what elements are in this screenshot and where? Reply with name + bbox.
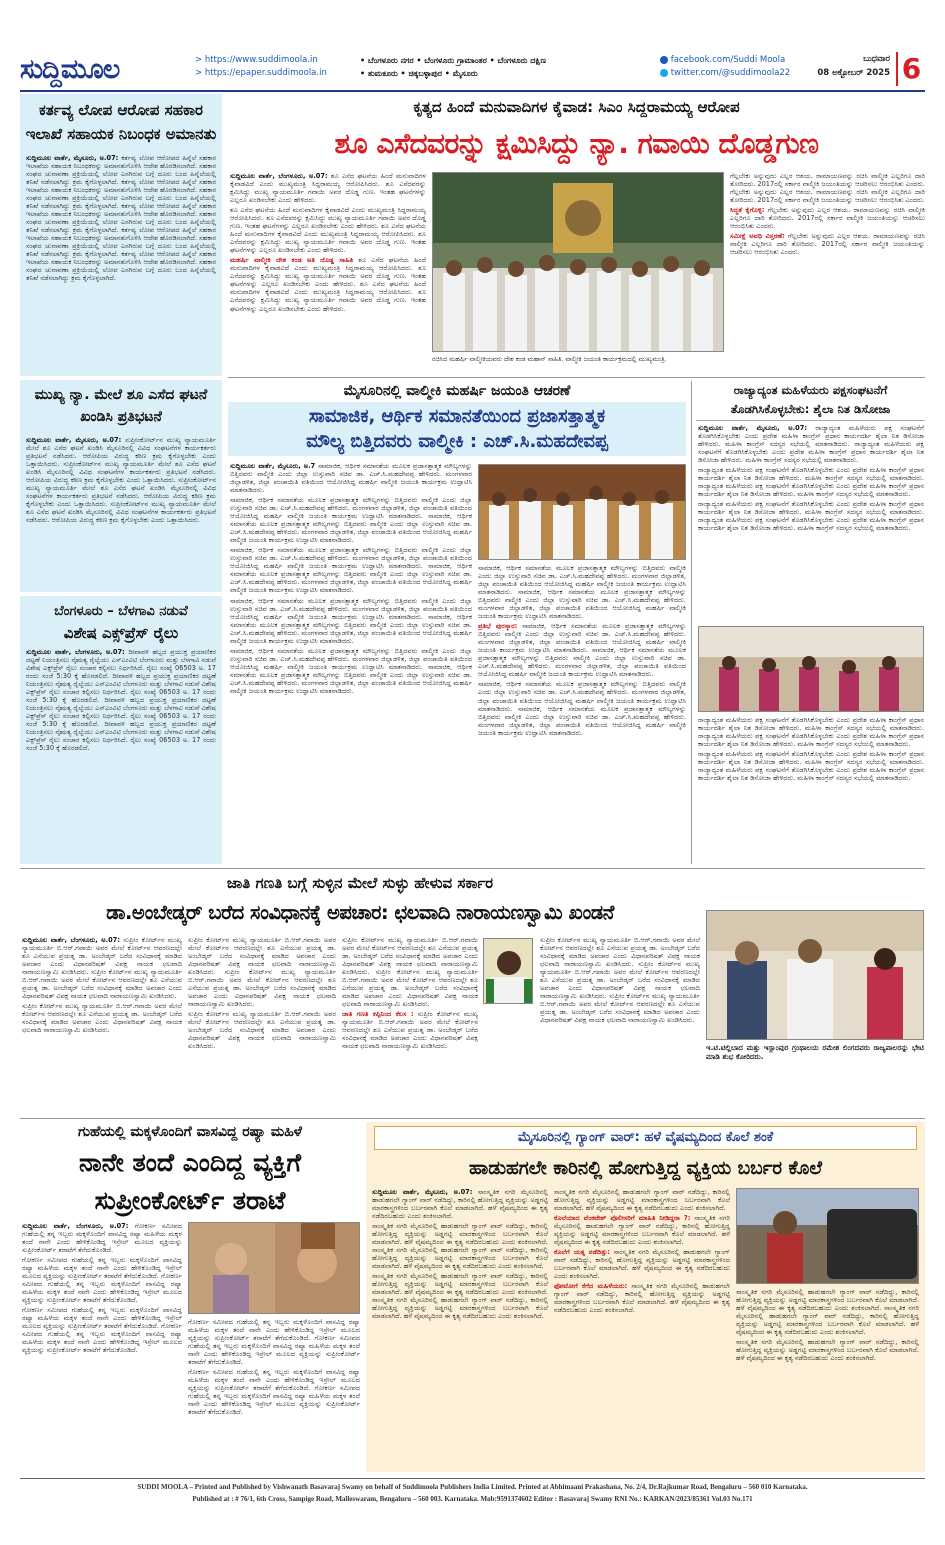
body: ಗೆಲ್ಲಬೇಕು ಅನ್ನುವುದು ಎಲ್ಲರ ಆಶಯ. ರಾಮಾಯಣವನ್ನು ರಚಿಸಿ ವಾಲ್ಮೀಕಿ ಎಲ್ಲರಿಗೂ ದಾರಿ ತೋರಿದರು. 2017ರಲ್ಲಿ ಸರ್ಕಾರ ವಾಲ್ಮೀಕಿ ಜಯಂತಿಯನ್ನು ಆಚರಿಸಲು ಆರಂಭಿಸಿತು ಎಂದರು. [730,188,925,205]
masthead [20,52,925,88]
body: ರಾಜ್ಯಾದ್ಯಂತ ಮಹಿಳೆಯರು ಪಕ್ಷ ಸಂಘಟನೆಗೆ ತೊಡಗಿಸಿಕೊಳ್ಳಬೇಕು ಎಂದು ಪ್ರದೇಶ ಮಹಿಳಾ ಕಾಂಗ್ರೆಸ್ ಪ್ರಧಾನ ಕಾರ್ಯದರ್ಶಿ ಶೈಲಾ ನಿತ ಡಿಸೋಜಾ ಹೇಳಿದರು. ಮಹಿಳಾ ಕಾಂಗ್ರೆಸ್ ಸದಸ್ಯರ ಸಭೆಯಲ್ಲಿ ಮಾತನಾಡಿದರು. [698,716,924,733]
body: ಗೆಲ್ಲಬೇಕು ಅನ್ನುವುದು ಎಲ್ಲರ ಆಶಯ. ರಾಮಾಯಣವನ್ನು ರಚಿಸಿ ವಾಲ್ಮೀಕಿ ಎಲ್ಲರಿಗೂ ದಾರಿ ತೋರಿದರು. 2017ರಲ್ಲಿ ಸರ್ಕಾರ ವಾಲ್ಮೀಕಿ ಜಯಂತಿಯನ್ನು ಆಚರಿಸಲು ಆರಂಭಿಸಿತು ಎಂದರು. [730,232,925,257]
cave-family-photo [188,1222,360,1314]
narayanaswamy-photo [483,938,533,1004]
gang-col-2 [554,1188,730,1468]
epaper-link[interactable]: https://epaper.suddimoola.in [204,68,327,78]
body: ಕರ್ತವ್ಯ ಲೋಪ ಆರೋಪದ ಹಿನ್ನೆಲೆ ಸಹಕಾರ ಇಲಾಖೆಯ ಸಹಾಯಕ ನಿಬಂಧಕರನ್ನು ಅಮಾನತುಗೊಳಿಸಿ ಆದೇಶ ಹೊರಡಿಸಲಾಗಿದೆ. ಸಹಕಾರ ಸಂಘದ ಚುನಾವಣಾ ಪ್ರಕ್ರಿಯೆಯಲ್ಲಿ ಲೋಪ ಎಸಗಿರುವ ಬಗ್ಗೆ ದೂರು ಬಂದ ಹಿನ್ನೆಲೆಯಲ್ಲಿ ತನಿಖೆ ನಡೆಸಲಾಗಿದ್ದು ಕ್ರಮ ಕೈಗೊಳ್ಳಲಾಗಿದೆ. [26,250,216,283]
right-col-body-2 [698,716,924,862]
body: ಸಾಮಾಜಿಕ, ಆರ್ಥಿಕ ಸಮಾನತೆಯ ಮೂಲಕ ಪ್ರಜಾಸತ್ತಾತ್ಮಕ ಮೌಲ್ಯಗಳನ್ನು ಬಿತ್ತಿದವರು ವಾಲ್ಮೀಕಿ ಎಂದು ಜಿಲ್ಲಾ ಉಸ್ತುವಾರಿ ಸಚಿವ ಡಾ. ಎಚ್.ಸಿ.ಮಹದೇವಪ್ಪ ಹೇಳಿದರು. ಮಂಗಳವಾರ ಜಿಲ್ಲಾಡಳಿತ, ಜಿಲ್ಲಾ ಪಂಚಾಯಿತಿ ವತಿಯಿಂದ ಆಯೋಜಿಸಿದ್ದ ಮಹರ್ಷಿ ವಾಲ್ಮೀಕಿ ಜಯಂತಿ ಕಾರ್ಯಕ್ರಮ ಉದ್ಘಾಟಿಸಿ ಮಾತನಾಡಿದರು. [230,512,472,545]
body: ಸುಪ್ರೀಂ ಕೋರ್ಟ್‌ನ ಮುಖ್ಯ ನ್ಯಾಯಮೂರ್ತಿ ಬಿ.ಆರ್.ಗವಾಯಿ ಅವರ ಮೇಲೆ ಕೋರ್ಟ್‌ನ ಆವರಣದಲ್ಲೇ ಶೂ ಎಸೆಯುವ ಪ್ರಯತ್ನ ಡಾ. ಅಂಬೇಡ್ಕರ್ ಬರೆದ ಸಂವಿಧಾನಕ್ಕೆ ಮಾಡಿದ ಅಪಚಾರ ಎಂದು ವಿಧಾನಪರಿಷತ್ ವಿಪಕ್ಷ ನಾಯಕ ಛಲವಾದಿ ನಾರಾಯಣಸ್ವಾಮಿ ಖಂಡಿಸಿದರು. [188,1010,336,1051]
logo: ಸುದ್ದಿಮೂಲ [20,54,120,85]
gang-headline: ಹಾಡುಹಗಲೇ ಕಾರಿನಲ್ಲಿ ಹೋಗುತ್ತಿದ್ದ ವ್ಯಕ್ತಿಯ ಬರ್ಬರ ಕೊಲೆ [468,1158,823,1179]
photo-caption: ರಚಿಸಿದ ಮಹರ್ಷಿ ವಾಲ್ಮೀಕಿಯವರು ದೇಶ ಕಂಡ ಮಹಾನ್ ಸಾಹಿತಿ. ವಾಲ್ಮೀಕಿ ಜಯಂತಿ ಕಾರ್ಯಕ್ರಮದಲ್ಲಿ ಮುಖ್ಯಮಂತ್ರಿ. [432,356,667,363]
byline: ಸುದ್ದಿಮೂಲ ವಾರ್ತೆ, ಮೈಸೂರು, ಅ.7 [230,462,316,470]
body: ಸಾಮಾಜಿಕ, ಆರ್ಥಿಕ ಸಮಾನತೆಯ ಮೂಲಕ ಪ್ರಜಾಸತ್ತಾತ್ಮಕ ಮೌಲ್ಯಗಳನ್ನು ಬಿತ್ತಿದವರು ವಾಲ್ಮೀಕಿ ಎಂದು ಜಿಲ್ಲಾ ಉಸ್ತುವಾರಿ ಸಚಿವ ಡಾ. ಎಚ್.ಸಿ.ಮಹದೇವಪ್ಪ ಹೇಳಿದರು. ಮಂಗಳವಾರ ಜಿಲ್ಲಾಡಳಿತ, ಜಿಲ್ಲಾ ಪಂಚಾಯಿತಿ ವತಿಯಿಂದ ಆಯೋಜಿಸಿದ್ದ ಮಹರ್ಷಿ ವಾಲ್ಮೀಕಿ ಜಯಂತಿ ಕಾರ್ಯಕ್ರಮ ಉದ್ಘಾಟಿಸಿ ಮಾತನಾಡಿದರು. [478,564,686,597]
subhead: ಕೊಲೆಗೆ ಯತ್ನ ನಡೆದಿತ್ತು: [554,1248,610,1257]
photo-graphic [699,627,924,712]
gang-col-1 [372,1188,548,1468]
masthead-rule [20,90,925,92]
body: ಗೋಕರ್ಣ ಸಮೀಪದ ಗುಹೆಯಲ್ಲಿ ತನ್ನ ಇಬ್ಬರು ಮಕ್ಕಳೊಂದಿಗೆ ವಾಸವಿದ್ದ ರಷ್ಯಾ ಮಹಿಳೆಯ ಮಕ್ಕಳ ತಂದೆ ನಾನೇ ಎಂದು ಹೇಳಿಕೊಂಡಿದ್ದ ಇಸ್ರೇಲ್ ಮೂಲದ ವ್ಯಕ್ತಿಯನ್ನು ಸುಪ್ರೀಂಕೋರ್ಟ್ ತರಾಟೆಗೆ ತೆಗೆದುಕೊಂಡಿದೆ. [22,1272,182,1305]
top-col-3 [730,172,925,372]
column-divider [691,381,692,864]
body: ಸಾಮಾಜಿಕ, ಆರ್ಥಿಕ ಸಮಾನತೆಯ ಮೂಲಕ ಪ್ರಜಾಸತ್ತಾತ್ಮಕ ಮೌಲ್ಯಗಳನ್ನು ಬಿತ್ತಿದವರು ವಾಲ್ಮೀಕಿ ಎಂದು ಜಿಲ್ಲಾ ಉಸ್ತುವಾರಿ ಸಚಿವ ಡಾ. ಎಚ್.ಸಿ.ಮಹದೇವಪ್ಪ ಹೇಳಿದರು. ಮಂಗಳವಾರ ಜಿಲ್ಲಾಡಳಿತ, ಜಿಲ್ಲಾ ಪಂಚಾಯಿತಿ ವತಿಯಿಂದ ಆಯೋಜಿಸಿದ್ದ ಮಹರ್ಷಿ ವಾಲ್ಮೀಕಿ ಜಯಂತಿ ಕಾರ್ಯಕ್ರಮ ಉದ್ಘಾಟಿಸಿ ಮಾತನಾಡಿದರು. [230,646,472,671]
facebook-link[interactable]: facebook.com/Suddi Moola [670,55,786,65]
body: ದೀಪಾವಳಿ ಹಬ್ಬದ ಪ್ರಯುಕ್ತ ಪ್ರಯಾಣಿಕರ ದಟ್ಟಣೆ ನಿಯಂತ್ರಿಸಲು ನೈಋತ್ಯ ರೈಲ್ವೆಯು ಎಸ್‌ಎಂವಿಟಿ ಬೆಂಗಳೂರು ಮತ್ತು ಬೆಳಗಾವಿ ನಡುವೆ ವಿಶೇಷ ಎಕ್ಸ್‌ಪ್ರೆಸ್ ರೈಲು ಸಂಚಾರ ಕಲ್ಪಿಸಲು ನಿರ್ಧರಿಸಿದೆ. ರೈಲು ಸಂಖ್ಯೆ 06503 ಅ. 17 ರಂದು ಸಂಜೆ 5:30 ಕ್ಕೆ ಹೊರಡಲಿದೆ. [26,672,216,705]
body: ರಾಜ್ಯಾದ್ಯಂತ ಮಹಿಳೆಯರು ಪಕ್ಷ ಸಂಘಟನೆಗೆ ತೊಡಗಿಸಿಕೊಳ್ಳಬೇಕು ಎಂದು ಪ್ರದೇಶ ಮಹಿಳಾ ಕಾಂಗ್ರೆಸ್ ಪ್ರಧಾನ ಕಾರ್ಯದರ್ಶಿ ಶೈಲಾ ನಿತ ಡಿಸೋಜಾ ಹೇಳಿದರು. ಮಹಿಳಾ ಕಾಂಗ್ರೆಸ್ ಸದಸ್ಯರ ಸಭೆಯಲ್ಲಿ ಮಾತನಾಡಿದರು. [698,424,924,449]
date-block: ಬುಧವಾರ 08 ಅಕ್ಟೋಬರ್ 2025 [817,54,890,78]
governor-caption: ಇ.ಟಿ.ಟಿಲ್ಲಿಬಾದ ಮತ್ತು ಇಸ್ಲಾಂಪುರ ಗ್ರಂಥಾಲಯ ರಮೇಶ ಲಿಂಗದವರು ರಾಜ್ಯಪಾಲರನ್ನು ಭೇಟಿ ಮಾಡಿ ಶುಭ ಕೋರಿದರು. [706,1044,924,1061]
twitter-icon [660,69,668,77]
body: ಸಾಂಸ್ಕೃತಿಕ ನಗರಿ ಮೈಸೂರಿನಲ್ಲಿ ಹಾಡುಹಗಲೇ ಗ್ಯಾಂಗ್ ವಾರ್ ನಡೆದಿದ್ದು, ಕಾರಿನಲ್ಲಿ ಹೋಗುತ್ತಿದ್ದ ವ್ಯಕ್ತಿಯನ್ನು ಅಡ್ಡಗಟ್ಟಿ ಮಾರಕಾಸ್ತ್ರಗಳಿಂದ ಬರ್ಬರವಾಗಿ ಕೊಲೆ ಮಾಡಲಾಗಿದೆ. ಹಳೆ ವೈಷಮ್ಯದಿಂದ ಈ ಕೃತ್ಯ ನಡೆದಿರಬಹುದು ಎಂದು ಶಂಕಿಸಲಾಗಿದೆ. [736,1288,919,1313]
left-story-2 [20,380,222,592]
subhead: ಜಾತಿ ಗಣತಿ ಕಪ್ಪಿನಿಂದ ಕೆಲಸ : [342,1010,414,1019]
byline: ಸುದ್ದಿಮೂಲ ವಾರ್ತೆ, ಮೈಸೂರು, ಅ.07: [26,436,122,444]
right-kicker: ರಾಜ್ಯಾದ್ಯಂತ ಮಹಿಳೆಯರು ಪಕ್ಷಸಂಘಟನೆಗೆ [733,383,888,397]
body: ರಾಜ್ಯಾದ್ಯಂತ ಮಹಿಳೆಯರು ಪಕ್ಷ ಸಂಘಟನೆಗೆ ತೊಡಗಿಸಿಕೊಳ್ಳಬೇಕು ಎಂದು ಪ್ರದೇಶ ಮಹಿಳಾ ಕಾಂಗ್ರೆಸ್ ಪ್ರಧಾನ ಕಾರ್ಯದರ್ಶಿ ಶೈಲಾ ನಿತ ಡಿಸೋಜಾ ಹೇಳಿದರು. ಮಹಿಳಾ ಕಾಂಗ್ರೆಸ್ ಸದಸ್ಯರ ಸಭೆಯಲ್ಲಿ ಮಾತನಾಡಿದರು. [698,482,924,499]
headline-1: ಬೆಂಗಳೂರು – ಬೆಳಗಾವಿ ನಡುವೆ [54,604,188,619]
top-kicker: ಕೃತ್ಯದ ಹಿಂದೆ ಮನುವಾದಿಗಳ ಕೈವಾಡ: ಸಿಎಂ ಸಿದ್ದರಾಮಯ್ಯ ಆರೋಪ [413,98,740,116]
body: ಗೆಲ್ಲಬೇಕು ಅನ್ನುವುದು ಎಲ್ಲರ ಆಶಯ. ರಾಮಾಯಣವನ್ನು ರಚಿಸಿ ವಾಲ್ಮೀಕಿ ಎಲ್ಲರಿಗೂ ದಾರಿ ತೋರಿದರು. 2017ರಲ್ಲಿ ಸರ್ಕಾರ ವಾಲ್ಮೀಕಿ ಜಯಂತಿಯನ್ನು ಆಚರಿಸಲು ಆರಂಭಿಸಿತು ಎಂದರು. [730,172,925,189]
left-story-1 [20,94,222,376]
editions: • ಬೆಂಗಳೂರು ನಗರ • ಬೆಂಗಳೂರು ಗ್ರಾಮಾಂತರ • ಬೆಂಗಳೂರು ದಕ್ಷಿಣ • ತುಮಕೂರು • ಚಿಕ್ಕಬಳ್ಳಾಪುರ • ಮೈಸೂರು [360,56,547,78]
valmiki-kicker: ಮೈಸೂರಿನಲ್ಲಿ ವಾಲ್ಮೀಕಿ ಮಹರ್ಷಿ ಜಯಂತಿ ಆಚರಣೆ [343,383,571,399]
body: ಸುಪ್ರೀಂ ಕೋರ್ಟ್‌ನ ಮುಖ್ಯ ನ್ಯಾಯಮೂರ್ತಿ ಬಿ.ಆರ್.ಗವಾಯಿ ಅವರ ಮೇಲೆ ಕೋರ್ಟ್‌ನ ಆವರಣದಲ್ಲೇ ಶೂ ಎಸೆಯುವ ಪ್ರಯತ್ನ ಡಾ. ಅಂಬೇಡ್ಕರ್ ಬರೆದ ಸಂವಿಧಾನಕ್ಕೆ ಮಾಡಿದ ಅಪಚಾರ ಎಂದು ವಿಧಾನಪರಿಷತ್ ವಿಪಕ್ಷ ನಾಯಕ ಛಲವಾದಿ ನಾರಾಯಣಸ್ವಾಮಿ ಖಂಡಿಸಿದರು. [540,960,700,1001]
left-story-3 [20,596,222,864]
body: ಸುಪ್ರೀಂ ಕೋರ್ಟ್‌ನ ಮುಖ್ಯ ನ್ಯಾಯಮೂರ್ತಿ ಬಿ.ಆರ್.ಗವಾಯಿ ಅವರ ಮೇಲೆ ಕೋರ್ಟ್‌ನ ಆವರಣದಲ್ಲೇ ಶೂ ಎಸೆಯುವ ಪ್ರಯತ್ನ ಡಾ. ಅಂಬೇಡ್ಕರ್ ಬರೆದ ಸಂವಿಧಾನಕ್ಕೆ ಮಾಡಿದ ಅಪಚಾರ ಎಂದು ವಿಧಾನಪರಿಷತ್ ವಿಪಕ್ಷ ನಾಯಕ ಛಲವಾದಿ ನಾರಾಯಣಸ್ವಾಮಿ ಖಂಡಿಸಿದರು. [22,968,182,1001]
valmiki-headline: ಸಾಮಾಜಿಕ, ಆರ್ಥಿಕ ಸಮಾನತೆಯಿಂದ ಪ್ರಜಾಸತ್ತಾತ್ಮಕ ಮೌಲ್ಯ ಬಿತ್ತಿದವರು ವಾಲ್ಮೀಕಿ : ಎಚ್.ಸಿ.ಮಹದೇವಪ್ಪ [228,402,686,456]
divider [20,1118,925,1119]
cave-headline-1: ನಾನೇ ತಂದೆ ಎಂದಿದ್ದ ವ್ಯಕ್ತಿಗೆ [79,1148,301,1177]
valmiki-event-photo [478,464,686,560]
photo-graphic [737,1189,919,1284]
body: ಸುಪ್ರೀಂ ಕೋರ್ಟ್‌ನ ಮುಖ್ಯ ನ್ಯಾಯಮೂರ್ತಿ ಬಿ.ಆರ್.ಗವಾಯಿ ಅವರ ಮೇಲೆ ಕೋರ್ಟ್‌ನ ಆವರಣದಲ್ಲೇ ಶೂ ಎಸೆಯುವ ಪ್ರಯತ್ನ ಡಾ. ಅಂಬೇಡ್ಕರ್ ಬರೆದ ಸಂವಿಧಾನಕ್ಕೆ ಮಾಡಿದ ಅಪಚಾರ ಎಂದು ವಿಧಾನಪರಿಷತ್ ವಿಪಕ್ಷ ನಾಯಕ ಛಲವಾದಿ ನಾರಾಯಣಸ್ವಾಮಿ ಖಂಡಿಸಿದರು. [342,968,478,1009]
photo-graphic [433,173,724,352]
gang-story [366,1122,925,1472]
body: ಸುಪ್ರೀಂ ಕೋರ್ಟ್‌ನ ಮುಖ್ಯ ನ್ಯಾಯಮೂರ್ತಿ ಬಿ.ಆರ್.ಗವಾಯಿ ಅವರ ಮೇಲೆ ಕೋರ್ಟ್‌ನ ಆವರಣದಲ್ಲೇ ಶೂ ಎಸೆಯುವ ಪ್ರಯತ್ನ ಡಾ. ಅಂಬೇಡ್ಕರ್ ಬರೆದ ಸಂವಿಧಾನಕ್ಕೆ ಮಾಡಿದ ಅಪಚಾರ ಎಂದು ವಿಧಾನಪರಿಷತ್ ವಿಪಕ್ಷ ನಾಯಕ ಛಲವಾದಿ ನಾರಾಯಣಸ್ವಾಮಿ ಖಂಡಿಸಿದರು. [22,936,182,977]
body: ಸುಪ್ರೀಂ ಕೋರ್ಟ್‌ನ ಮುಖ್ಯ ನ್ಯಾಯಮೂರ್ತಿ ಬಿ.ಆರ್.ಗವಾಯಿ ಅವರ ಮೇಲೆ ಕೋರ್ಟ್‌ನ ಆವರಣದಲ್ಲೇ ಶೂ ಎಸೆಯುವ ಪ್ರಯತ್ನ ಡಾ. ಅಂಬೇಡ್ಕರ್ ಬರೆದ ಸಂವಿಧಾನಕ್ಕೆ ಮಾಡಿದ ಅಪಚಾರ ಎಂದು ವಿಧಾನಪರಿಷತ್ ವಿಪಕ್ಷ ನಾಯಕ ಛಲವಾದಿ ನಾರಾಯಣಸ್ವಾಮಿ ಖಂಡಿಸಿದರು. [22,1002,182,1035]
body: ಶೂ ಎಸೆದ ಘಟನೆಯ ಹಿಂದೆ ಮನುವಾದಿಗಳ ಕೈವಾಡವಿದೆ ಎಂದು ಮುಖ್ಯಮಂತ್ರಿ ಸಿದ್ದರಾಮಯ್ಯ ಆರೋಪಿಸಿದರು. ಶೂ ಎಸೆದವರನ್ನು ಕ್ಷಮಿಸಿದ್ದು ಮುಖ್ಯ ನ್ಯಾಯಮೂರ್ತಿ ಗವಾಯಿ ಅವರ ದೊಡ್ಡ ಗುಣ. ಇಂತಹ ಘಟನೆಗಳನ್ನು ಎಲ್ಲರೂ ಖಂಡಿಸಬೇಕು ಎಂದು ಹೇಳಿದರು. [230,280,426,313]
ambedkar-col-1 [22,936,182,1112]
body: ಸುಪ್ರೀಂ ಕೋರ್ಟ್‌ನ ಮುಖ್ಯ ನ್ಯಾಯಮೂರ್ತಿ ಬಿ.ಆರ್.ಗವಾಯಿ ಅವರ ಮೇಲೆ ಕೋರ್ಟ್‌ನ ಆವರಣದಲ್ಲೇ ಶೂ ಎಸೆಯುವ ಪ್ರಯತ್ನ ಡಾ. ಅಂಬೇಡ್ಕರ್ ಬರೆದ ಸಂವಿಧಾನಕ್ಕೆ ಮಾಡಿದ ಅಪಚಾರ ಎಂದು ವಿಧಾನಪರಿಷತ್ ವಿಪಕ್ಷ ನಾಯಕ ಛಲವಾದಿ ನಾರಾಯಣಸ್ವಾಮಿ ಖಂಡಿಸಿದರು. [188,968,336,1009]
subhead: ಸಮೀಕ್ಷೆ ಅವಧಿ ವಿಸ್ತರಣೆ: [730,232,785,241]
women-meeting-photo [698,626,924,712]
body: ದೀಪಾವಳಿ ಹಬ್ಬದ ಪ್ರಯುಕ್ತ ಪ್ರಯಾಣಿಕರ ದಟ್ಟಣೆ ನಿಯಂತ್ರಿಸಲು ನೈಋತ್ಯ ರೈಲ್ವೆಯು ಎಸ್‌ಎಂವಿಟಿ ಬೆಂಗಳೂರು ಮತ್ತು ಬೆಳಗಾವಿ ನಡುವೆ ವಿಶೇಷ ಎಕ್ಸ್‌ಪ್ರೆಸ್ ರೈಲು ಸಂಚಾರ ಕಲ್ಪಿಸಲು ನಿರ್ಧರಿಸಿದೆ. ರೈಲು ಸಂಖ್ಯೆ 06503 ಅ. 17 ರಂದು ಸಂಜೆ 5:30 ಕ್ಕೆ ಹೊರಡಲಿದೆ. [26,696,216,729]
body: ಸಾಮಾಜಿಕ, ಆರ್ಥಿಕ ಸಮಾನತೆಯ ಮೂಲಕ ಪ್ರಜಾಸತ್ತಾತ್ಮಕ ಮೌಲ್ಯಗಳನ್ನು ಬಿತ್ತಿದವರು ವಾಲ್ಮೀಕಿ ಎಂದು ಜಿಲ್ಲಾ ಉಸ್ತುವಾರಿ ಸಚಿವ ಡಾ. ಎಚ್.ಸಿ.ಮಹದೇವಪ್ಪ ಹೇಳಿದರು. ಮಂಗಳವಾರ ಜಿಲ್ಲಾಡಳಿತ, ಜಿಲ್ಲಾ ಪಂಚಾಯಿತಿ ವತಿಯಿಂದ ಆಯೋಜಿಸಿದ್ದ ಮಹರ್ಷಿ ವಾಲ್ಮೀಕಿ ಜಯಂತಿ ಕಾರ್ಯಕ್ರಮ ಉದ್ಘಾಟಿಸಿ ಮಾತನಾಡಿದರು. [230,662,472,695]
twitter-link[interactable]: twitter.com/@suddimoola22 [670,68,791,78]
body: ದೀಪಾವಳಿ ಹಬ್ಬದ ಪ್ರಯುಕ್ತ ಪ್ರಯಾಣಿಕರ ದಟ್ಟಣೆ ನಿಯಂತ್ರಿಸಲು ನೈಋತ್ಯ ರೈಲ್ವೆಯು ಎಸ್‌ಎಂವಿಟಿ ಬೆಂಗಳೂರು ಮತ್ತು ಬೆಳಗಾವಿ ನಡುವೆ ವಿಶೇಷ ಎಕ್ಸ್‌ಪ್ರೆಸ್ ರೈಲು ಸಂಚಾರ ಕಲ್ಪಿಸಲು ನಿರ್ಧರಿಸಿದೆ. ರೈಲು ಸಂಖ್ಯೆ 06503 ಅ. 17 ರಂದು ಸಂಜೆ 5:30 ಕ್ಕೆ ಹೊರಡಲಿದೆ. [26,648,216,681]
social [660,54,790,80]
gang-col-3 [736,1288,919,1468]
body: ಸಾಮಾಜಿಕ, ಆರ್ಥಿಕ ಸಮಾನತೆಯ ಮೂಲಕ ಪ್ರಜಾಸತ್ತಾತ್ಮಕ ಮೌಲ್ಯಗಳನ್ನು ಬಿತ್ತಿದವರು ವಾಲ್ಮೀಕಿ ಎಂದು ಜಿಲ್ಲಾ ಉಸ್ತುವಾರಿ ಸಚಿವ ಡಾ. ಎಚ್.ಸಿ.ಮಹದೇವಪ್ಪ ಹೇಳಿದರು. ಮಂಗಳವಾರ ಜಿಲ್ಲಾಡಳಿತ, ಜಿಲ್ಲಾ ಪಂಚಾಯಿತಿ ವತಿಯಿಂದ ಆಯೋಜಿಸಿದ್ದ ಮಹರ್ಷಿ ವಾಲ್ಮೀಕಿ ಜಯಂತಿ ಕಾರ್ಯಕ್ರಮ ಉದ್ಘಾಟಿಸಿ ಮಾತನಾಡಿದರು. [478,622,686,655]
body: ಗೋಕರ್ಣ ಸಮೀಪದ ಗುಹೆಯಲ್ಲಿ ತನ್ನ ಇಬ್ಬರು ಮಕ್ಕಳೊಂದಿಗೆ ವಾಸವಿದ್ದ ರಷ್ಯಾ ಮಹಿಳೆಯ ಮಕ್ಕಳ ತಂದೆ ನಾನೇ ಎಂದು ಹೇಳಿಕೊಂಡಿದ್ದ ಇಸ್ರೇಲ್ ಮೂಲದ ವ್ಯಕ್ತಿಯನ್ನು ಸುಪ್ರೀಂಕೋರ್ಟ್ ತರಾಟೆಗೆ ತೆಗೆದುಕೊಂಡಿದೆ. [188,1368,360,1393]
website-link[interactable]: https://www.suddimoola.in [204,55,318,65]
valmiki-col-2 [478,564,686,862]
body: ಸಾಂಸ್ಕೃತಿಕ ನಗರಿ ಮೈಸೂರಿನಲ್ಲಿ ಹಾಡುಹಗಲೇ ಗ್ಯಾಂಗ್ ವಾರ್ ನಡೆದಿದ್ದು, ಕಾರಿನಲ್ಲಿ ಹೋಗುತ್ತಿದ್ದ ವ್ಯಕ್ತಿಯನ್ನು ಅಡ್ಡಗಟ್ಟಿ ಮಾರಕಾಸ್ತ್ರಗಳಿಂದ ಬರ್ಬರವಾಗಿ ಕೊಲೆ ಮಾಡಲಾಗಿದೆ. ಹಳೆ ವೈಷಮ್ಯದಿಂದ ಈ ಕೃತ್ಯ ನಡೆದಿರಬಹುದು ಎಂದು ಶಂಕಿಸಲಾಗಿದೆ. [372,1246,548,1271]
imprint-line-2: Published at : # 76/1, 6th Cross, Sampige Road, Malleswaram, Bengaluru – 560 003. Karnataka. Mob:9591374602 Editor : Basavaraj Swamy RNI No.: KARKAN/2023/85361 Vol.03 No.171 [192,1495,753,1503]
headline: ಕರ್ತವ್ಯ ಲೋಪ ಆರೋಪ ಸಹಕಾರ ಇಲಾಖೆ ಸಹಾಯಕ ನಿಬಂಧಕ ಅಮಾನತು [25,101,217,143]
body: ಸಾಂಸ್ಕೃತಿಕ ನಗರಿ ಮೈಸೂರಿನಲ್ಲಿ ಹಾಡುಹಗಲೇ ಗ್ಯಾಂಗ್ ವಾರ್ ನಡೆದಿದ್ದು, ಕಾರಿನಲ್ಲಿ ಹೋಗುತ್ತಿದ್ದ ವ್ಯಕ್ತಿಯನ್ನು ಅಡ್ಡಗಟ್ಟಿ ಮಾರಕಾಸ್ತ್ರಗಳಿಂದ ಬರ್ಬರವಾಗಿ ಕೊಲೆ ಮಾಡಲಾಗಿದೆ. ಹಳೆ ವೈಷಮ್ಯದಿಂದ ಈ ಕೃತ್ಯ ನಡೆದಿರಬಹುದು ಎಂದು ಶಂಕಿಸಲಾಗಿದೆ. [554,1282,730,1315]
body: ಗೋಕರ್ಣ ಸಮೀಪದ ಗುಹೆಯಲ್ಲಿ ತನ್ನ ಇಬ್ಬರು ಮಕ್ಕಳೊಂದಿಗೆ ವಾಸವಿದ್ದ ರಷ್ಯಾ ಮಹಿಳೆಯ ಮಕ್ಕಳ ತಂದೆ ನಾನೇ ಎಂದು ಹೇಳಿಕೊಂಡಿದ್ದ ಇಸ್ರೇಲ್ ಮೂಲದ ವ್ಯಕ್ತಿಯನ್ನು ಸುಪ್ರೀಂಕೋರ್ಟ್ ತರಾಟೆಗೆ ತೆಗೆದುಕೊಂಡಿದೆ. [188,1318,360,1343]
photo-graphic [484,939,533,1004]
body: ಗೆಲ್ಲಬೇಕು ಅನ್ನುವುದು ಎಲ್ಲರ ಆಶಯ. ರಾಮಾಯಣವನ್ನು ರಚಿಸಿ ವಾಲ್ಮೀಕಿ ಎಲ್ಲರಿಗೂ ದಾರಿ ತೋರಿದರು. 2017ರಲ್ಲಿ ಸರ್ಕಾರ ವಾಲ್ಮೀಕಿ ಜಯಂತಿಯನ್ನು ಆಚರಿಸಲು ಆರಂಭಿಸಿತು ಎಂದರು. [730,206,925,231]
body: ಕರ್ತವ್ಯ ಲೋಪ ಆರೋಪದ ಹಿನ್ನೆಲೆ ಸಹಕಾರ ಇಲಾಖೆಯ ಸಹಾಯಕ ನಿಬಂಧಕರನ್ನು ಅಮಾನತುಗೊಳಿಸಿ ಆದೇಶ ಹೊರಡಿಸಲಾಗಿದೆ. ಸಹಕಾರ ಸಂಘದ ಚುನಾವಣಾ ಪ್ರಕ್ರಿಯೆಯಲ್ಲಿ ಲೋಪ ಎಸಗಿರುವ ಬಗ್ಗೆ ದೂರು ಬಂದ ಹಿನ್ನೆಲೆಯಲ್ಲಿ ತನಿಖೆ ನಡೆಸಲಾಗಿದ್ದು ಕ್ರಮ ಕೈಗೊಳ್ಳಲಾಗಿದೆ. [26,178,216,211]
body: ಗೋಕರ್ಣ ಸಮೀಪದ ಗುಹೆಯಲ್ಲಿ ತನ್ನ ಇಬ್ಬರು ಮಕ್ಕಳೊಂದಿಗೆ ವಾಸವಿದ್ದ ರಷ್ಯಾ ಮಹಿಳೆಯ ಮಕ್ಕಳ ತಂದೆ ನಾನೇ ಎಂದು ಹೇಳಿಕೊಂಡಿದ್ದ ಇಸ್ರೇಲ್ ಮೂಲದ ವ್ಯಕ್ತಿಯನ್ನು ಸುಪ್ರೀಂಕೋರ್ಟ್ ತರಾಟೆಗೆ ತೆಗೆದುಕೊಂಡಿದೆ. [22,1306,182,1331]
ambedkar-kicker: ಜಾತಿ ಗಣತಿ ಬಗ್ಗೆ ಸುಳ್ಳಿನ ಮೇಲೆ ಸುಳ್ಳು ಹೇಳುವ ಸರ್ಕಾರ [226,874,494,892]
body: ಗೋಕರ್ಣ ಸಮೀಪದ ಗುಹೆಯಲ್ಲಿ ತನ್ನ ಇಬ್ಬರು ಮಕ್ಕಳೊಂದಿಗೆ ವಾಸವಿದ್ದ ರಷ್ಯಾ ಮಹಿಳೆಯ ಮಕ್ಕಳ ತಂದೆ ನಾನೇ ಎಂದು ಹೇಳಿಕೊಂಡಿದ್ದ ಇಸ್ರೇಲ್ ಮೂಲದ ವ್ಯಕ್ತಿಯನ್ನು ಸುಪ್ರೀಂಕೋರ್ಟ್ ತರಾಟೆಗೆ ತೆಗೆದುಕೊಂಡಿದೆ. [188,1384,360,1417]
byline: ಸುದ್ದಿಮೂಲ ವಾರ್ತೆ, ಬೆಂಗಳೂರು, ಅ.07: [26,648,125,656]
body: ರಾಜ್ಯಾದ್ಯಂತ ಮಹಿಳೆಯರು ಪಕ್ಷ ಸಂಘಟನೆಗೆ ತೊಡಗಿಸಿಕೊಳ್ಳಬೇಕು ಎಂದು ಪ್ರದೇಶ ಮಹಿಳಾ ಕಾಂಗ್ರೆಸ್ ಪ್ರಧಾನ ಕಾರ್ಯದರ್ಶಿ ಶೈಲಾ ನಿತ ಡಿಸೋಜಾ ಹೇಳಿದರು. ಮಹಿಳಾ ಕಾಂಗ್ರೆಸ್ ಸದಸ್ಯರ ಸಭೆಯಲ್ಲಿ ಮಾತನಾಡಿದರು. [698,766,924,783]
body: ಕರ್ತವ್ಯ ಲೋಪ ಆರೋಪದ ಹಿನ್ನೆಲೆ ಸಹಕಾರ ಇಲಾಖೆಯ ಸಹಾಯಕ ನಿಬಂಧಕರನ್ನು ಅಮಾನತುಗೊಳಿಸಿ ಆದೇಶ ಹೊರಡಿಸಲಾಗಿದೆ. ಸಹಕಾರ ಸಂಘದ ಚುನಾವಣಾ ಪ್ರಕ್ರಿಯೆಯಲ್ಲಿ ಲೋಪ ಎಸಗಿರುವ ಬಗ್ಗೆ ದೂರು ಬಂದ ಹಿನ್ನೆಲೆಯಲ್ಲಿ ತನಿಖೆ ನಡೆಸಲಾಗಿದ್ದು ಕ್ರಮ ಕೈಗೊಳ್ಳಲಾಗಿದೆ. [26,154,216,187]
cave-col-2 [188,1318,360,1470]
body: ದೀಪಾವಳಿ ಹಬ್ಬದ ಪ್ರಯುಕ್ತ ಪ್ರಯಾಣಿಕರ ದಟ್ಟಣೆ ನಿಯಂತ್ರಿಸಲು ನೈಋತ್ಯ ರೈಲ್ವೆಯು ಎಸ್‌ಎಂವಿಟಿ ಬೆಂಗಳೂರು ಮತ್ತು ಬೆಳಗಾವಿ ನಡುವೆ ವಿಶೇಷ ಎಕ್ಸ್‌ಪ್ರೆಸ್ ರೈಲು ಸಂಚಾರ ಕಲ್ಪಿಸಲು ನಿರ್ಧರಿಸಿದೆ. ರೈಲು ಸಂಖ್ಯೆ 06503 ಅ. 17 ರಂದು ಸಂಜೆ 5:30 ಕ್ಕೆ ಹೊರಡಲಿದೆ. [26,720,216,753]
body: ಕರ್ತವ್ಯ ಲೋಪ ಆರೋಪದ ಹಿನ್ನೆಲೆ ಸಹಕಾರ ಇಲಾಖೆಯ ಸಹಾಯಕ ನಿಬಂಧಕರನ್ನು ಅಮಾನತುಗೊಳಿಸಿ ಆದೇಶ ಹೊರಡಿಸಲಾಗಿದೆ. ಸಹಕಾರ ಸಂಘದ ಚುನಾವಣಾ ಪ್ರಕ್ರಿಯೆಯಲ್ಲಿ ಲೋಪ ಎಸಗಿರುವ ಬಗ್ಗೆ ದೂರು ಬಂದ ಹಿನ್ನೆಲೆಯಲ್ಲಿ ತನಿಖೆ ನಡೆಸಲಾಗಿದ್ದು ಕ್ರಮ ಕೈಗೊಳ್ಳಲಾಗಿದೆ. [26,226,216,259]
byline: ಸುದ್ದಿಮೂಲ ವಾರ್ತೆ, ಮೈಸೂರು, ಅ.07: [698,424,807,432]
headline-2: ವಿಶೇಷ ಎಕ್ಸ್‌ಪ್ರೆಸ್ ರೈಲು [63,624,179,642]
link-icon: > [195,68,205,78]
body: ಗೋಕರ್ಣ ಸಮೀಪದ ಗುಹೆಯಲ್ಲಿ ತನ್ನ ಇಬ್ಬರು ಮಕ್ಕಳೊಂದಿಗೆ ವಾಸವಿದ್ದ ರಷ್ಯಾ ಮಹಿಳೆಯ ಮಕ್ಕಳ ತಂದೆ ನಾನೇ ಎಂದು ಹೇಳಿಕೊಂಡಿದ್ದ ಇಸ್ರೇಲ್ ಮೂಲದ ವ್ಯಕ್ತಿಯನ್ನು ಸುಪ್ರೀಂಕೋರ್ಟ್ ತರಾಟೆಗೆ ತೆಗೆದುಕೊಂಡಿದೆ. [22,1322,182,1355]
body: ಸುಪ್ರೀಂ ಕೋರ್ಟ್‌ನ ಮುಖ್ಯ ನ್ಯಾಯಮೂರ್ತಿ ಬಿ.ಆರ್.ಗವಾಯಿ ಅವರ ಮೇಲೆ ಕೋರ್ಟ್‌ನ ಆವರಣದಲ್ಲೇ ಶೂ ಎಸೆಯುವ ಪ್ರಯತ್ನ ಡಾ. ಅಂಬೇಡ್ಕರ್ ಬರೆದ ಸಂವಿಧಾನಕ್ಕೆ ಮಾಡಿದ ಅಪಚಾರ ಎಂದು ವಿಧಾನಪರಿಷತ್ ವಿಪಕ್ಷ ನಾಯಕ ಛಲವಾದಿ ನಾರಾಯಣಸ್ವಾಮಿ ಖಂಡಿಸಿದರು. [188,936,336,977]
top-headline: ಶೂ ಎಸೆದವರನ್ನು ಕ್ಷಮಿಸಿದ್ದು ನ್ಯಾ. ಗವಾಯಿ ದೊಡ್ಡಗುಣ [334,127,819,160]
body: ರಾಜ್ಯಾದ್ಯಂತ ಮಹಿಳೆಯರು ಪಕ್ಷ ಸಂಘಟನೆಗೆ ತೊಡಗಿಸಿಕೊಳ್ಳಬೇಕು ಎಂದು ಪ್ರದೇಶ ಮಹಿಳಾ ಕಾಂಗ್ರೆಸ್ ಪ್ರಧಾನ ಕಾರ್ಯದರ್ಶಿ ಶೈಲಾ ನಿತ ಡಿಸೋಜಾ ಹೇಳಿದರು. ಮಹಿಳಾ ಕಾಂಗ್ರೆಸ್ ಸದಸ್ಯರ ಸಭೆಯಲ್ಲಿ ಮಾತನಾಡಿದರು. [698,516,924,533]
body: ಶೂ ಎಸೆದ ಘಟನೆಯ ಹಿಂದೆ ಮನುವಾದಿಗಳ ಕೈವಾಡವಿದೆ ಎಂದು ಮುಖ್ಯಮಂತ್ರಿ ಸಿದ್ದರಾಮಯ್ಯ ಆರೋಪಿಸಿದರು. ಶೂ ಎಸೆದವರನ್ನು ಕ್ಷಮಿಸಿದ್ದು ಮುಖ್ಯ ನ್ಯಾಯಮೂರ್ತಿ ಗವಾಯಿ ಅವರ ದೊಡ್ಡ ಗುಣ. ಇಂತಹ ಘಟನೆಗಳನ್ನು ಎಲ್ಲರೂ ಖಂಡಿಸಬೇಕು ಎಂದು ಹೇಳಿದರು. [230,172,426,205]
body: ಸಾಮಾಜಿಕ, ಆರ್ಥಿಕ ಸಮಾನತೆಯ ಮೂಲಕ ಪ್ರಜಾಸತ್ತಾತ್ಮಕ ಮೌಲ್ಯಗಳನ್ನು ಬಿತ್ತಿದವರು ವಾಲ್ಮೀಕಿ ಎಂದು ಜಿಲ್ಲಾ ಉಸ್ತುವಾರಿ ಸಚಿವ ಡಾ. ಎಚ್.ಸಿ.ಮಹದೇವಪ್ಪ ಹೇಳಿದರು. ಮಂಗಳವಾರ ಜಿಲ್ಲಾಡಳಿತ, ಜಿಲ್ಲಾ ಪಂಚಾಯಿತಿ ವತಿಯಿಂದ ಆಯೋಜಿಸಿದ್ದ ಮಹರ್ಷಿ ವಾಲ್ಮೀಕಿ ಜಯಂತಿ ಕಾರ್ಯಕ್ರಮ ಉದ್ಘಾಟಿಸಿ ಮಾತನಾಡಿದರು. [478,680,686,713]
body: ರಾಜ್ಯಾದ್ಯಂತ ಮಹಿಳೆಯರು ಪಕ್ಷ ಸಂಘಟನೆಗೆ ತೊಡಗಿಸಿಕೊಳ್ಳಬೇಕು ಎಂದು ಪ್ರದೇಶ ಮಹಿಳಾ ಕಾಂಗ್ರೆಸ್ ಪ್ರಧಾನ ಕಾರ್ಯದರ್ಶಿ ಶೈಲಾ ನಿತ ಡಿಸೋಜಾ ಹೇಳಿದರು. ಮಹಿಳಾ ಕಾಂಗ್ರೆಸ್ ಸದಸ್ಯರ ಸಭೆಯಲ್ಲಿ ಮಾತನಾಡಿದರು. [698,440,924,465]
body: ರಾಜ್ಯಾದ್ಯಂತ ಮಹಿಳೆಯರು ಪಕ್ಷ ಸಂಘಟನೆಗೆ ತೊಡಗಿಸಿಕೊಳ್ಳಬೇಕು ಎಂದು ಪ್ರದೇಶ ಮಹಿಳಾ ಕಾಂಗ್ರೆಸ್ ಪ್ರಧಾನ ಕಾರ್ಯದರ್ಶಿ ಶೈಲಾ ನಿತ ಡಿಸೋಜಾ ಹೇಳಿದರು. ಮಹಿಳಾ ಕಾಂಗ್ರೆಸ್ ಸದಸ್ಯರ ಸಭೆಯಲ್ಲಿ ಮಾತನಾಡಿದರು. [698,500,924,517]
body: ಸುಪ್ರೀಂ ಕೋರ್ಟ್‌ನ ಮುಖ್ಯ ನ್ಯಾಯಮೂರ್ತಿ ಬಿ.ಆರ್.ಗವಾಯಿ ಅವರ ಮೇಲೆ ಕೋರ್ಟ್‌ನ ಆವರಣದಲ್ಲೇ ಶೂ ಎಸೆಯುವ ಪ್ರಯತ್ನ ಡಾ. ಅಂಬೇಡ್ಕರ್ ಬರೆದ ಸಂವಿಧಾನಕ್ಕೆ ಮಾಡಿದ ಅಪಚಾರ ಎಂದು ವಿಧಾನಪರಿಷತ್ ವಿಪಕ್ಷ ನಾಯಕ ಛಲವಾದಿ ನಾರಾಯಣಸ್ವಾಮಿ ಖಂಡಿಸಿದರು. [342,936,478,977]
headline: ಮುಖ್ಯ ನ್ಯಾ. ಮೇಲೆ ಶೂ ಎಸೆದ ಘಟನೆ ಖಂಡಿಸಿ ಪ್ರತಿಭಟನೆ [34,387,208,425]
page-number: 6 [896,52,925,86]
photo-graphic [189,1223,360,1314]
photo-graphic [479,465,686,560]
cave-headline-2: ಸುಪ್ರೀಂಕೋರ್ಟ್ ತರಾಟೆ [94,1186,286,1215]
right-col-body-1 [698,424,924,624]
web-links [195,54,327,80]
byline: ಸುದ್ದಿಮೂಲ ವಾರ್ತೆ, ಮೈಸೂರು, ಅ.07: [26,154,119,162]
body: ಸಾಂಸ್ಕೃತಿಕ ನಗರಿ ಮೈಸೂರಿನಲ್ಲಿ ಹಾಡುಹಗಲೇ ಗ್ಯಾಂಗ್ ವಾರ್ ನಡೆದಿದ್ದು, ಕಾರಿನಲ್ಲಿ ಹೋಗುತ್ತಿದ್ದ ವ್ಯಕ್ತಿಯನ್ನು ಅಡ್ಡಗಟ್ಟಿ ಮಾರಕಾಸ್ತ್ರಗಳಿಂದ ಬರ್ಬರವಾಗಿ ಕೊಲೆ ಮಾಡಲಾಗಿದೆ. ಹಳೆ ವೈಷಮ್ಯದಿಂದ ಈ ಕೃತ್ಯ ನಡೆದಿರಬಹುದು ಎಂದು ಶಂಕಿಸಲಾಗಿದೆ. [372,1272,548,1297]
subhead: ಫೋಟೋಗೆ ಕೆಗೆದ ಮಹಿಳೆಯರು: [554,1282,628,1291]
body: ಸಾಂಸ್ಕೃತಿಕ ನಗರಿ ಮೈಸೂರಿನಲ್ಲಿ ಹಾಡುಹಗಲೇ ಗ್ಯಾಂಗ್ ವಾರ್ ನಡೆದಿದ್ದು, ಕಾರಿನಲ್ಲಿ ಹೋಗುತ್ತಿದ್ದ ವ್ಯಕ್ತಿಯನ್ನು ಅಡ್ಡಗಟ್ಟಿ ಮಾರಕಾಸ್ತ್ರಗಳಿಂದ ಬರ್ಬರವಾಗಿ ಕೊಲೆ ಮಾಡಲಾಗಿದೆ. ಹಳೆ ವೈಷಮ್ಯದಿಂದ ಈ ಕೃತ್ಯ ನಡೆದಿರಬಹುದು ಎಂದು ಶಂಕಿಸಲಾಗಿದೆ. [372,1296,548,1321]
cm-event-photo [432,172,724,352]
divider [228,377,925,378]
body: ಶೂ ಎಸೆದ ಘಟನೆಯ ಹಿಂದೆ ಮನುವಾದಿಗಳ ಕೈವಾಡವಿದೆ ಎಂದು ಮುಖ್ಯಮಂತ್ರಿ ಸಿದ್ದರಾಮಯ್ಯ ಆರೋಪಿಸಿದರು. ಶೂ ಎಸೆದವರನ್ನು ಕ್ಷಮಿಸಿದ್ದು ಮುಖ್ಯ ನ್ಯಾಯಮೂರ್ತಿ ಗವಾಯಿ ಅವರ ದೊಡ್ಡ ಗುಣ. ಇಂತಹ ಘಟನೆಗಳನ್ನು ಎಲ್ಲರೂ ಖಂಡಿಸಬೇಕು ಎಂದು ಹೇಳಿದರು. [230,256,426,289]
link-icon: > [195,55,205,65]
body: ಸಾಮಾಜಿಕ, ಆರ್ಥಿಕ ಸಮಾನತೆಯ ಮೂಲಕ ಪ್ರಜಾಸತ್ತಾತ್ಮಕ ಮೌಲ್ಯಗಳನ್ನು ಬಿತ್ತಿದವರು ವಾಲ್ಮೀಕಿ ಎಂದು ಜಿಲ್ಲಾ ಉಸ್ತುವಾರಿ ಸಚಿವ ಡಾ. ಎಚ್.ಸಿ.ಮಹದೇವಪ್ಪ ಹೇಳಿದರು. ಮಂಗಳವಾರ ಜಿಲ್ಲಾಡಳಿತ, ಜಿಲ್ಲಾ ಪಂಚಾಯಿತಿ ವತಿಯಿಂದ ಆಯೋಜಿಸಿದ್ದ ಮಹರ್ಷಿ ವಾಲ್ಮೀಕಿ ಜಯಂತಿ ಕಾರ್ಯಕ್ರಮ ಉದ್ಘಾಟಿಸಿ ಮಾತನಾಡಿದರು. [230,596,472,621]
cave-kicker: ಗುಹೆಯಲ್ಲಿ ಮಕ್ಕಳೊಂದಿಗೆ ವಾಸವಿದ್ದ ರಷ್ಯಾ ಮಹಿಳೆ [78,1124,302,1140]
body: ಸಾಂಸ್ಕೃತಿಕ ನಗರಿ ಮೈಸೂರಿನಲ್ಲಿ ಹಾಡುಹಗಲೇ ಗ್ಯಾಂಗ್ ವಾರ್ ನಡೆದಿದ್ದು, ಕಾರಿನಲ್ಲಿ ಹೋಗುತ್ತಿದ್ದ ವ್ಯಕ್ತಿಯನ್ನು ಅಡ್ಡಗಟ್ಟಿ ಮಾರಕಾಸ್ತ್ರಗಳಿಂದ ಬರ್ಬರವಾಗಿ ಕೊಲೆ ಮಾಡಲಾಗಿದೆ. ಹಳೆ ವೈಷಮ್ಯದಿಂದ ಈ ಕೃತ್ಯ ನಡೆದಿರಬಹುದು ಎಂದು ಶಂಕಿಸಲಾಗಿದೆ. [554,1248,730,1281]
body: ಸುಪ್ರೀಂ ಕೋರ್ಟ್‌ನ ಮುಖ್ಯ ನ್ಯಾಯಮೂರ್ತಿ ಬಿ.ಆರ್.ಗವಾಯಿ ಅವರ ಮೇಲೆ ಕೋರ್ಟ್‌ನ ಆವರಣದಲ್ಲೇ ಶೂ ಎಸೆಯುವ ಪ್ರಯತ್ನ ಡಾ. ಅಂಬೇಡ್ಕರ್ ಬರೆದ ಸಂವಿಧಾನಕ್ಕೆ ಮಾಡಿದ ಅಪಚಾರ ಎಂದು ವಿಧಾನಪರಿಷತ್ ವಿಪಕ್ಷ ನಾಯಕ ಛಲವಾದಿ ನಾರಾಯಣಸ್ವಾಮಿ ಖಂಡಿಸಿದರು. [540,936,700,969]
body: ಸುಪ್ರೀಂ ಕೋರ್ಟ್‌ನ ಮುಖ್ಯ ನ್ಯಾಯಮೂರ್ತಿ ಬಿ.ಆರ್.ಗವಾಯಿ ಅವರ ಮೇಲೆ ಕೋರ್ಟ್‌ನ ಆವರಣದಲ್ಲೇ ಶೂ ಎಸೆಯುವ ಪ್ರಯತ್ನ ಡಾ. ಅಂಬೇಡ್ಕರ್ ಬರೆದ ಸಂವಿಧಾನಕ್ಕೆ ಮಾಡಿದ ಅಪಚಾರ ಎಂದು ವಿಧಾನಪರಿಷತ್ ವಿಪಕ್ಷ ನಾಯಕ ಛಲವಾದಿ ನಾರಾಯಣಸ್ವಾಮಿ ಖಂಡಿಸಿದರು. [540,992,700,1025]
body: ಸುಪ್ರೀಂಕೋರ್ಟ್‌ನ ಮುಖ್ಯ ನ್ಯಾಯಮೂರ್ತಿ ಮೇಲೆ ಶೂ ಎಸೆದ ಘಟನೆ ಖಂಡಿಸಿ ಮೈಸೂರಿನಲ್ಲಿ ವಿವಿಧ ಸಂಘಟನೆಗಳ ಕಾರ್ಯಕರ್ತರು ಪ್ರತಿಭಟನೆ ನಡೆಸಿದರು. ಆರೋಪಿಯ ವಿರುದ್ಧ ಕಠಿಣ ಕ್ರಮ ಕೈಗೊಳ್ಳಬೇಕು ಎಂದು ಒತ್ತಾಯಿಸಿದರು. [26,500,216,525]
body: ಸಾಂಸ್ಕೃತಿಕ ನಗರಿ ಮೈಸೂರಿನಲ್ಲಿ ಹಾಡುಹಗಲೇ ಗ್ಯಾಂಗ್ ವಾರ್ ನಡೆದಿದ್ದು, ಕಾರಿನಲ್ಲಿ ಹೋಗುತ್ತಿದ್ದ ವ್ಯಕ್ತಿಯನ್ನು ಅಡ್ಡಗಟ್ಟಿ ಮಾರಕಾಸ್ತ್ರಗಳಿಂದ ಬರ್ಬರವಾಗಿ ಕೊಲೆ ಮಾಡಲಾಗಿದೆ. ಹಳೆ ವೈಷಮ್ಯದಿಂದ ಈ ಕೃತ್ಯ ನಡೆದಿರಬಹುದು ಎಂದು ಶಂಕಿಸಲಾಗಿದೆ. [372,1188,548,1221]
body: ಗೋಕರ್ಣ ಸಮೀಪದ ಗುಹೆಯಲ್ಲಿ ತನ್ನ ಇಬ್ಬರು ಮಕ್ಕಳೊಂದಿಗೆ ವಾಸವಿದ್ದ ರಷ್ಯಾ ಮಹಿಳೆಯ ಮಕ್ಕಳ ತಂದೆ ನಾನೇ ಎಂದು ಹೇಳಿಕೊಂಡಿದ್ದ ಇಸ್ರೇಲ್ ಮೂಲದ ವ್ಯಕ್ತಿಯನ್ನು ಸುಪ್ರೀಂಕೋರ್ಟ್ ತರಾಟೆಗೆ ತೆಗೆದುಕೊಂಡಿದೆ. [188,1334,360,1367]
ambedkar-col-4 [540,936,700,1112]
byline: ಸುದ್ದಿಮೂಲ ವಾರ್ತೆ, ಬೆಂಗಳೂರು, ಅ.07: [22,1222,129,1230]
photo-graphic [707,911,924,1040]
body: ಸಾಂಸ್ಕೃತಿಕ ನಗರಿ ಮೈಸೂರಿನಲ್ಲಿ ಹಾಡುಹಗಲೇ ಗ್ಯಾಂಗ್ ವಾರ್ ನಡೆದಿದ್ದು, ಕಾರಿನಲ್ಲಿ ಹೋಗುತ್ತಿದ್ದ ವ್ಯಕ್ತಿಯನ್ನು ಅಡ್ಡಗಟ್ಟಿ ಮಾರಕಾಸ್ತ್ರಗಳಿಂದ ಬರ್ಬರವಾಗಿ ಕೊಲೆ ಮಾಡಲಾಗಿದೆ. ಹಳೆ ವೈಷಮ್ಯದಿಂದ ಈ ಕೃತ್ಯ ನಡೆದಿರಬಹುದು ಎಂದು ಶಂಕಿಸಲಾಗಿದೆ. [372,1222,548,1247]
subhead: ಕೊಲೆಯಾದ ವೆಂಕಟೇಶ್ ಪೊಲೀಸರಿಗೆ ಮಾಹಿತಿ ನೀಡಿದ್ದರಾ ?: [554,1214,691,1223]
governor-photo [706,910,924,1040]
body: ಶೂ ಎಸೆದ ಘಟನೆಯ ಹಿಂದೆ ಮನುವಾದಿಗಳ ಕೈವಾಡವಿದೆ ಎಂದು ಮುಖ್ಯಮಂತ್ರಿ ಸಿದ್ದರಾಮಯ್ಯ ಆರೋಪಿಸಿದರು. ಶೂ ಎಸೆದವರನ್ನು ಕ್ಷಮಿಸಿದ್ದು ಮುಖ್ಯ ನ್ಯಾಯಮೂರ್ತಿ ಗವಾಯಿ ಅವರ ದೊಡ್ಡ ಗುಣ. ಇಂತಹ ಘಟನೆಗಳನ್ನು ಎಲ್ಲರೂ ಖಂಡಿಸಬೇಕು ಎಂದು ಹೇಳಿದರು. [230,222,426,255]
imprint-line-1: SUDDI MOOLA – Printed and Published by Vishwanath Basavaraj Swamy on behalf of Suddimoola Publishers India Limited. Printed at Abhimaani Prakashana, No. 2/4, Dr.Rajkumar Road, Bengaluru – 560 010 Karnataka. [137,1483,808,1491]
byline: ಸುದ್ದಿಮೂಲ ವಾರ್ತೆ, ಬೆಂಗಳೂರು, ಅ.07: [230,172,328,180]
byline: ಸುದ್ದಿಮೂಲ ವಾರ್ತೆ, ಮೈಸೂರು, ಅ.07: [372,1188,473,1196]
body: ಗೋಕರ್ಣ ಸಮೀಪದ ಗುಹೆಯಲ್ಲಿ ತನ್ನ ಇಬ್ಬರು ಮಕ್ಕಳೊಂದಿಗೆ ವಾಸವಿದ್ದ ರಷ್ಯಾ ಮಹಿಳೆಯ ಮಕ್ಕಳ ತಂದೆ ನಾನೇ ಎಂದು ಹೇಳಿಕೊಂಡಿದ್ದ ಇಸ್ರೇಲ್ ಮೂಲದ ವ್ಯಕ್ತಿಯನ್ನು ಸುಪ್ರೀಂಕೋರ್ಟ್ ತರಾಟೆಗೆ ತೆಗೆದುಕೊಂಡಿದೆ. [22,1256,182,1281]
body: ರಾಜ್ಯಾದ್ಯಂತ ಮಹಿಳೆಯರು ಪಕ್ಷ ಸಂಘಟನೆಗೆ ತೊಡಗಿಸಿಕೊಳ್ಳಬೇಕು ಎಂದು ಪ್ರದೇಶ ಮಹಿಳಾ ಕಾಂಗ್ರೆಸ್ ಪ್ರಧಾನ ಕಾರ್ಯದರ್ಶಿ ಶೈಲಾ ನಿತ ಡಿಸೋಜಾ ಹೇಳಿದರು. ಮಹಿಳಾ ಕಾಂಗ್ರೆಸ್ ಸದಸ್ಯರ ಸಭೆಯಲ್ಲಿ ಮಾತನಾಡಿದರು. [698,750,924,767]
body: ಸಾಮಾಜಿಕ, ಆರ್ಥಿಕ ಸಮಾನತೆಯ ಮೂಲಕ ಪ್ರಜಾಸತ್ತಾತ್ಮಕ ಮೌಲ್ಯಗಳನ್ನು ಬಿತ್ತಿದವರು ವಾಲ್ಮೀಕಿ ಎಂದು ಜಿಲ್ಲಾ ಉಸ್ತುವಾರಿ ಸಚಿವ ಡಾ. ಎಚ್.ಸಿ.ಮಹದೇವಪ್ಪ ಹೇಳಿದರು. ಮಂಗಳವಾರ ಜಿಲ್ಲಾಡಳಿತ, ಜಿಲ್ಲಾ ಪಂಚಾಯಿತಿ ವತಿಯಿಂದ ಆಯೋಜಿಸಿದ್ದ ಮಹರ್ಷಿ ವಾಲ್ಮೀಕಿ ಜಯಂತಿ ಕಾರ್ಯಕ್ರಮ ಉದ್ಘಾಟಿಸಿ ಮಾತನಾಡಿದರು. [230,462,472,495]
subhead: ಸಿದ್ಧತೆ ಕೈಗೊಳ್ಳಿ: [730,206,765,215]
body: ಸುಪ್ರೀಂ ಕೋರ್ಟ್‌ನ ಮುಖ್ಯ ನ್ಯಾಯಮೂರ್ತಿ ಬಿ.ಆರ್.ಗವಾಯಿ ಅವರ ಮೇಲೆ ಕೋರ್ಟ್‌ನ ಆವರಣದಲ್ಲೇ ಶೂ ಎಸೆಯುವ ಪ್ರಯತ್ನ ಡಾ. ಅಂಬೇಡ್ಕರ್ ಬರೆದ ಸಂವಿಧಾನಕ್ಕೆ ಮಾಡಿದ ಅಪಚಾರ ಎಂದು ವಿಧಾನಪರಿಷತ್ ವಿಪಕ್ಷ ನಾಯಕ ಛಲವಾದಿ ನಾರಾಯಣಸ್ವಾಮಿ ಖಂಡಿಸಿದರು. [342,1010,478,1051]
facebook-icon [660,56,668,64]
body: ಸುಪ್ರೀಂಕೋರ್ಟ್‌ನ ಮುಖ್ಯ ನ್ಯಾಯಮೂರ್ತಿ ಮೇಲೆ ಶೂ ಎಸೆದ ಘಟನೆ ಖಂಡಿಸಿ ಮೈಸೂರಿನಲ್ಲಿ ವಿವಿಧ ಸಂಘಟನೆಗಳ ಕಾರ್ಯಕರ್ತರು ಪ್ರತಿಭಟನೆ ನಡೆಸಿದರು. ಆರೋಪಿಯ ವಿರುದ್ಧ ಕಠಿಣ ಕ್ರಮ ಕೈಗೊಳ್ಳಬೇಕು ಎಂದು ಒತ್ತಾಯಿಸಿದರು. [26,476,216,509]
victim-photo [736,1188,919,1284]
imprint-rule [20,1478,925,1479]
divider [20,868,925,869]
body: ಸಾಮಾಜಿಕ, ಆರ್ಥಿಕ ಸಮಾನತೆಯ ಮೂಲಕ ಪ್ರಜಾಸತ್ತಾತ್ಮಕ ಮೌಲ್ಯಗಳನ್ನು ಬಿತ್ತಿದವರು ವಾಲ್ಮೀಕಿ ಎಂದು ಜಿಲ್ಲಾ ಉಸ್ತುವಾರಿ ಸಚಿವ ಡಾ. ಎಚ್.ಸಿ.ಮಹದೇವಪ್ಪ ಹೇಳಿದರು. ಮಂಗಳವಾರ ಜಿಲ್ಲಾಡಳಿತ, ಜಿಲ್ಲಾ ಪಂಚಾಯಿತಿ ವತಿಯಿಂದ ಆಯೋಜಿಸಿದ್ದ ಮಹರ್ಷಿ ವಾಲ್ಮೀಕಿ ಜಯಂತಿ ಕಾರ್ಯಕ್ರಮ ಉದ್ಘಾಟಿಸಿ ಮಾತನಾಡಿದರು. [230,496,472,521]
body: ಸಾಮಾಜಿಕ, ಆರ್ಥಿಕ ಸಮಾನತೆಯ ಮೂಲಕ ಪ್ರಜಾಸತ್ತಾತ್ಮಕ ಮೌಲ್ಯಗಳನ್ನು ಬಿತ್ತಿದವರು ವಾಲ್ಮೀಕಿ ಎಂದು ಜಿಲ್ಲಾ ಉಸ್ತುವಾರಿ ಸಚಿವ ಡಾ. ಎಚ್.ಸಿ.ಮಹದೇವಪ್ಪ ಹೇಳಿದರು. ಮಂಗಳವಾರ ಜಿಲ್ಲಾಡಳಿತ, ಜಿಲ್ಲಾ ಪಂಚಾಯಿತಿ ವತಿಯಿಂದ ಆಯೋಜಿಸಿದ್ದ ಮಹರ್ಷಿ ವಾಲ್ಮೀಕಿ ಜಯಂತಿ ಕಾರ್ಯಕ್ರಮ ಉದ್ಘಾಟಿಸಿ ಮಾತನಾಡಿದರು. [478,588,686,621]
right-headline: ತೊಡಗಿಸಿಕೊಳ್ಳಬೇಕು: ಶೈಲಾ ನಿತ ಡಿಸೋಜಾ [696,400,925,421]
body: ಸಾಂಸ್ಕೃತಿಕ ನಗರಿ ಮೈಸೂರಿನಲ್ಲಿ ಹಾಡುಹಗಲೇ ಗ್ಯಾಂಗ್ ವಾರ್ ನಡೆದಿದ್ದು, ಕಾರಿನಲ್ಲಿ ಹೋಗುತ್ತಿದ್ದ ವ್ಯಕ್ತಿಯನ್ನು ಅಡ್ಡಗಟ್ಟಿ ಮಾರಕಾಸ್ತ್ರಗಳಿಂದ ಬರ್ಬರವಾಗಿ ಕೊಲೆ ಮಾಡಲಾಗಿದೆ. ಹಳೆ ವೈಷಮ್ಯದಿಂದ ಈ ಕೃತ್ಯ ನಡೆದಿರಬಹುದು ಎಂದು ಶಂಕಿಸಲಾಗಿದೆ. [554,1188,730,1213]
ambedkar-col-2 [188,936,336,1112]
body: ಸಾಮಾಜಿಕ, ಆರ್ಥಿಕ ಸಮಾನತೆಯ ಮೂಲಕ ಪ್ರಜಾಸತ್ತಾತ್ಮಕ ಮೌಲ್ಯಗಳನ್ನು ಬಿತ್ತಿದವರು ವಾಲ್ಮೀಕಿ ಎಂದು ಜಿಲ್ಲಾ ಉಸ್ತುವಾರಿ ಸಚಿವ ಡಾ. ಎಚ್.ಸಿ.ಮಹದೇವಪ್ಪ ಹೇಳಿದರು. ಮಂಗಳವಾರ ಜಿಲ್ಲಾಡಳಿತ, ಜಿಲ್ಲಾ ಪಂಚಾಯಿತಿ ವತಿಯಿಂದ ಆಯೋಜಿಸಿದ್ದ ಮಹರ್ಷಿ ವಾಲ್ಮೀಕಿ ಜಯಂತಿ ಕಾರ್ಯಕ್ರಮ ಉದ್ಘಾಟಿಸಿ ಮಾತನಾಡಿದರು. [478,646,686,679]
body: ರಾಜ್ಯಾದ್ಯಂತ ಮಹಿಳೆಯರು ಪಕ್ಷ ಸಂಘಟನೆಗೆ ತೊಡಗಿಸಿಕೊಳ್ಳಬೇಕು ಎಂದು ಪ್ರದೇಶ ಮಹಿಳಾ ಕಾಂಗ್ರೆಸ್ ಪ್ರಧಾನ ಕಾರ್ಯದರ್ಶಿ ಶೈಲಾ ನಿತ ಡಿಸೋಜಾ ಹೇಳಿದರು. ಮಹಿಳಾ ಕಾಂಗ್ರೆಸ್ ಸದಸ್ಯರ ಸಭೆಯಲ್ಲಿ ಮಾತನಾಡಿದರು. [698,466,924,483]
body: ಸಾಂಸ್ಕೃತಿಕ ನಗರಿ ಮೈಸೂರಿನಲ್ಲಿ ಹಾಡುಹಗಲೇ ಗ್ಯಾಂಗ್ ವಾರ್ ನಡೆದಿದ್ದು, ಕಾರಿನಲ್ಲಿ ಹೋಗುತ್ತಿದ್ದ ವ್ಯಕ್ತಿಯನ್ನು ಅಡ್ಡಗಟ್ಟಿ ಮಾರಕಾಸ್ತ್ರಗಳಿಂದ ಬರ್ಬರವಾಗಿ ಕೊಲೆ ಮಾಡಲಾಗಿದೆ. ಹಳೆ ವೈಷಮ್ಯದಿಂದ ಈ ಕೃತ್ಯ ನಡೆದಿರಬಹುದು ಎಂದು ಶಂಕಿಸಲಾಗಿದೆ. [554,1214,730,1247]
body: ಸಾಮಾಜಿಕ, ಆರ್ಥಿಕ ಸಮಾನತೆಯ ಮೂಲಕ ಪ್ರಜಾಸತ್ತಾತ್ಮಕ ಮೌಲ್ಯಗಳನ್ನು ಬಿತ್ತಿದವರು ವಾಲ್ಮೀಕಿ ಎಂದು ಜಿಲ್ಲಾ ಉಸ್ತುವಾರಿ ಸಚಿವ ಡಾ. ಎಚ್.ಸಿ.ಮಹದೇವಪ್ಪ ಹೇಳಿದರು. ಮಂಗಳವಾರ ಜಿಲ್ಲಾಡಳಿತ, ಜಿಲ್ಲಾ ಪಂಚಾಯಿತಿ ವತಿಯಿಂದ ಆಯೋಜಿಸಿದ್ದ ಮಹರ್ಷಿ ವಾಲ್ಮೀಕಿ ಜಯಂತಿ ಕಾರ್ಯಕ್ರಮ ಉದ್ಘಾಟಿಸಿ ಮಾತನಾಡಿದರು. [478,704,686,737]
valmiki-col-1 [230,462,472,862]
body: ಸಾಮಾಜಿಕ, ಆರ್ಥಿಕ ಸಮಾನತೆಯ ಮೂಲಕ ಪ್ರಜಾಸತ್ತಾತ್ಮಕ ಮೌಲ್ಯಗಳನ್ನು ಬಿತ್ತಿದವರು ವಾಲ್ಮೀಕಿ ಎಂದು ಜಿಲ್ಲಾ ಉಸ್ತುವಾರಿ ಸಚಿವ ಡಾ. ಎಚ್.ಸಿ.ಮಹದೇವಪ್ಪ ಹೇಳಿದರು. ಮಂಗಳವಾರ ಜಿಲ್ಲಾಡಳಿತ, ಜಿಲ್ಲಾ ಪಂಚಾಯಿತಿ ವತಿಯಿಂದ ಆಯೋಜಿಸಿದ್ದ ಮಹರ್ಷಿ ವಾಲ್ಮೀಕಿ ಜಯಂತಿ ಕಾರ್ಯಕ್ರಮ ಉದ್ಘಾಟಿಸಿ ಮಾತನಾಡಿದರು. [230,612,472,645]
body: ಸಾಂಸ್ಕೃತಿಕ ನಗರಿ ಮೈಸೂರಿನಲ್ಲಿ ಹಾಡುಹಗಲೇ ಗ್ಯಾಂಗ್ ವಾರ್ ನಡೆದಿದ್ದು, ಕಾರಿನಲ್ಲಿ ಹೋಗುತ್ತಿದ್ದ ವ್ಯಕ್ತಿಯನ್ನು ಅಡ್ಡಗಟ್ಟಿ ಮಾರಕಾಸ್ತ್ರಗಳಿಂದ ಬರ್ಬರವಾಗಿ ಕೊಲೆ ಮಾಡಲಾಗಿದೆ. ಹಳೆ ವೈಷಮ್ಯದಿಂದ ಈ ಕೃತ್ಯ ನಡೆದಿರಬಹುದು ಎಂದು ಶಂಕಿಸಲಾಗಿದೆ. [736,1304,919,1337]
body: ಸುಪ್ರೀಂಕೋರ್ಟ್‌ನ ಮುಖ್ಯ ನ್ಯಾಯಮೂರ್ತಿ ಮೇಲೆ ಶೂ ಎಸೆದ ಘಟನೆ ಖಂಡಿಸಿ ಮೈಸೂರಿನಲ್ಲಿ ವಿವಿಧ ಸಂಘಟನೆಗಳ ಕಾರ್ಯಕರ್ತರು ಪ್ರತಿಭಟನೆ ನಡೆಸಿದರು. ಆರೋಪಿಯ ವಿರುದ್ಧ ಕಠಿಣ ಕ್ರಮ ಕೈಗೊಳ್ಳಬೇಕು ಎಂದು ಒತ್ತಾಯಿಸಿದರು. [26,460,216,485]
body: ಸಾಂಸ್ಕೃತಿಕ ನಗರಿ ಮೈಸೂರಿನಲ್ಲಿ ಹಾಡುಹಗಲೇ ಗ್ಯಾಂಗ್ ವಾರ್ ನಡೆದಿದ್ದು, ಕಾರಿನಲ್ಲಿ ಹೋಗುತ್ತಿದ್ದ ವ್ಯಕ್ತಿಯನ್ನು ಅಡ್ಡಗಟ್ಟಿ ಮಾರಕಾಸ್ತ್ರಗಳಿಂದ ಬರ್ಬರವಾಗಿ ಕೊಲೆ ಮಾಡಲಾಗಿದೆ. ಹಳೆ ವೈಷಮ್ಯದಿಂದ ಈ ಕೃತ್ಯ ನಡೆದಿರಬಹುದು ಎಂದು ಶಂಕಿಸಲಾಗಿದೆ. [736,1338,919,1363]
body: ಗೋಕರ್ಣ ಸಮೀಪದ ಗುಹೆಯಲ್ಲಿ ತನ್ನ ಇಬ್ಬರು ಮಕ್ಕಳೊಂದಿಗೆ ವಾಸವಿದ್ದ ರಷ್ಯಾ ಮಹಿಳೆಯ ಮಕ್ಕಳ ತಂದೆ ನಾನೇ ಎಂದು ಹೇಳಿಕೊಂಡಿದ್ದ ಇಸ್ರೇಲ್ ಮೂಲದ ವ್ಯಕ್ತಿಯನ್ನು ಸುಪ್ರೀಂಕೋರ್ಟ್ ತರಾಟೆಗೆ ತೆಗೆದುಕೊಂಡಿದೆ. [22,1222,182,1255]
byline: ಸುದ್ದಿಮೂಲ ವಾರ್ತೆ, ಬೆಂಗಳೂರು, ಅ.07: [22,936,120,944]
body: ಸಾಮಾಜಿಕ, ಆರ್ಥಿಕ ಸಮಾನತೆಯ ಮೂಲಕ ಪ್ರಜಾಸತ್ತಾತ್ಮಕ ಮೌಲ್ಯಗಳನ್ನು ಬಿತ್ತಿದವರು ವಾಲ್ಮೀಕಿ ಎಂದು ಜಿಲ್ಲಾ ಉಸ್ತುವಾರಿ ಸಚಿವ ಡಾ. ಎಚ್.ಸಿ.ಮಹದೇವಪ್ಪ ಹೇಳಿದರು. ಮಂಗಳವಾರ ಜಿಲ್ಲಾಡಳಿತ, ಜಿಲ್ಲಾ ಪಂಚಾಯಿತಿ ವತಿಯಿಂದ ಆಯೋಜಿಸಿದ್ದ ಮಹರ್ಷಿ ವಾಲ್ಮೀಕಿ ಜಯಂತಿ ಕಾರ್ಯಕ್ರಮ ಉದ್ಘಾಟಿಸಿ ಮಾತನಾಡಿದರು. [230,546,472,571]
ambedkar-col-3 [342,936,478,1112]
body: ಸುಪ್ರೀಂಕೋರ್ಟ್‌ನ ಮುಖ್ಯ ನ್ಯಾಯಮೂರ್ತಿ ಮೇಲೆ ಶೂ ಎಸೆದ ಘಟನೆ ಖಂಡಿಸಿ ಮೈಸೂರಿನಲ್ಲಿ ವಿವಿಧ ಸಂಘಟನೆಗಳ ಕಾರ್ಯಕರ್ತರು ಪ್ರತಿಭಟನೆ ನಡೆಸಿದರು. ಆರೋಪಿಯ ವಿರುದ್ಧ ಕಠಿಣ ಕ್ರಮ ಕೈಗೊಳ್ಳಬೇಕು ಎಂದು ಒತ್ತಾಯಿಸಿದರು. [26,436,216,469]
gang-kicker: ಮೈಸೂರಿನಲ್ಲಿ ಗ್ಯಾಂಗ್ ವಾರ್: ಹಳೆ ವೈಷಮ್ಯದಿಂದ ಕೊಲೆ ಶಂಕೆ [374,1126,917,1150]
body: ರಾಜ್ಯಾದ್ಯಂತ ಮಹಿಳೆಯರು ಪಕ್ಷ ಸಂಘಟನೆಗೆ ತೊಡಗಿಸಿಕೊಳ್ಳಬೇಕು ಎಂದು ಪ್ರದೇಶ ಮಹಿಳಾ ಕಾಂಗ್ರೆಸ್ ಪ್ರಧಾನ ಕಾರ್ಯದರ್ಶಿ ಶೈಲಾ ನಿತ ಡಿಸೋಜಾ ಹೇಳಿದರು. ಮಹಿಳಾ ಕಾಂಗ್ರೆಸ್ ಸದಸ್ಯರ ಸಭೆಯಲ್ಲಿ ಮಾತನಾಡಿದರು. [698,732,924,749]
body: ಸಾಮಾಜಿಕ, ಆರ್ಥಿಕ ಸಮಾನತೆಯ ಮೂಲಕ ಪ್ರಜಾಸತ್ತಾತ್ಮಕ ಮೌಲ್ಯಗಳನ್ನು ಬಿತ್ತಿದವರು ವಾಲ್ಮೀಕಿ ಎಂದು ಜಿಲ್ಲಾ ಉಸ್ತುವಾರಿ ಸಚಿವ ಡಾ. ಎಚ್.ಸಿ.ಮಹದೇವಪ್ಪ ಹೇಳಿದರು. ಮಂಗಳವಾರ ಜಿಲ್ಲಾಡಳಿತ, ಜಿಲ್ಲಾ ಪಂಚಾಯಿತಿ ವತಿಯಿಂದ ಆಯೋಜಿಸಿದ್ದ ಮಹರ್ಷಿ ವಾಲ್ಮೀಕಿ ಜಯಂತಿ ಕಾರ್ಯಕ್ರಮ ಉದ್ಘಾಟಿಸಿ ಮಾತನಾಡಿದರು. [230,562,472,595]
subhead: ಪ್ರತಿಭೆ ಪುರಸ್ಕಾರ: [478,622,518,631]
imprint [20,1481,925,1505]
cave-col-1 [22,1222,182,1470]
subhead: ಮಹರ್ಷಿ ವಾಲ್ಮೀಕಿ ದೇಶ ಕಂಡ ಅತಿ ದೊಡ್ಡ ಸಾಹಿತಿ [230,256,354,265]
body: ಕರ್ತವ್ಯ ಲೋಪ ಆರೋಪದ ಹಿನ್ನೆಲೆ ಸಹಕಾರ ಇಲಾಖೆಯ ಸಹಾಯಕ ನಿಬಂಧಕರನ್ನು ಅಮಾನತುಗೊಳಿಸಿ ಆದೇಶ ಹೊರಡಿಸಲಾಗಿದೆ. ಸಹಕಾರ ಸಂಘದ ಚುನಾವಣಾ ಪ್ರಕ್ರಿಯೆಯಲ್ಲಿ ಲೋಪ ಎಸಗಿರುವ ಬಗ್ಗೆ ದೂರು ಬಂದ ಹಿನ್ನೆಲೆಯಲ್ಲಿ ತನಿಖೆ ನಡೆಸಲಾಗಿದ್ದು ಕ್ರಮ ಕೈಗೊಳ್ಳಲಾಗಿದೆ. [26,202,216,235]
body: ಶೂ ಎಸೆದ ಘಟನೆಯ ಹಿಂದೆ ಮನುವಾದಿಗಳ ಕೈವಾಡವಿದೆ ಎಂದು ಮುಖ್ಯಮಂತ್ರಿ ಸಿದ್ದರಾಮಯ್ಯ ಆರೋಪಿಸಿದರು. ಶೂ ಎಸೆದವರನ್ನು ಕ್ಷಮಿಸಿದ್ದು ಮುಖ್ಯ ನ್ಯಾಯಮೂರ್ತಿ ಗವಾಯಿ ಅವರ ದೊಡ್ಡ ಗುಣ. ಇಂತಹ ಘಟನೆಗಳನ್ನು ಎಲ್ಲರೂ ಖಂಡಿಸಬೇಕು ಎಂದು ಹೇಳಿದರು. [230,206,426,231]
top-col-1 [230,172,426,372]
ambedkar-headline: ಡಾ.ಅಂಬೇಡ್ಕರ್ ಬರೆದ ಸಂವಿಧಾನಕ್ಕೆ ಅಪಚಾರ: ಛಲವಾದಿ ನಾರಾಯಣಸ್ವಾಮಿ ಖಂಡನೆ [106,901,614,924]
